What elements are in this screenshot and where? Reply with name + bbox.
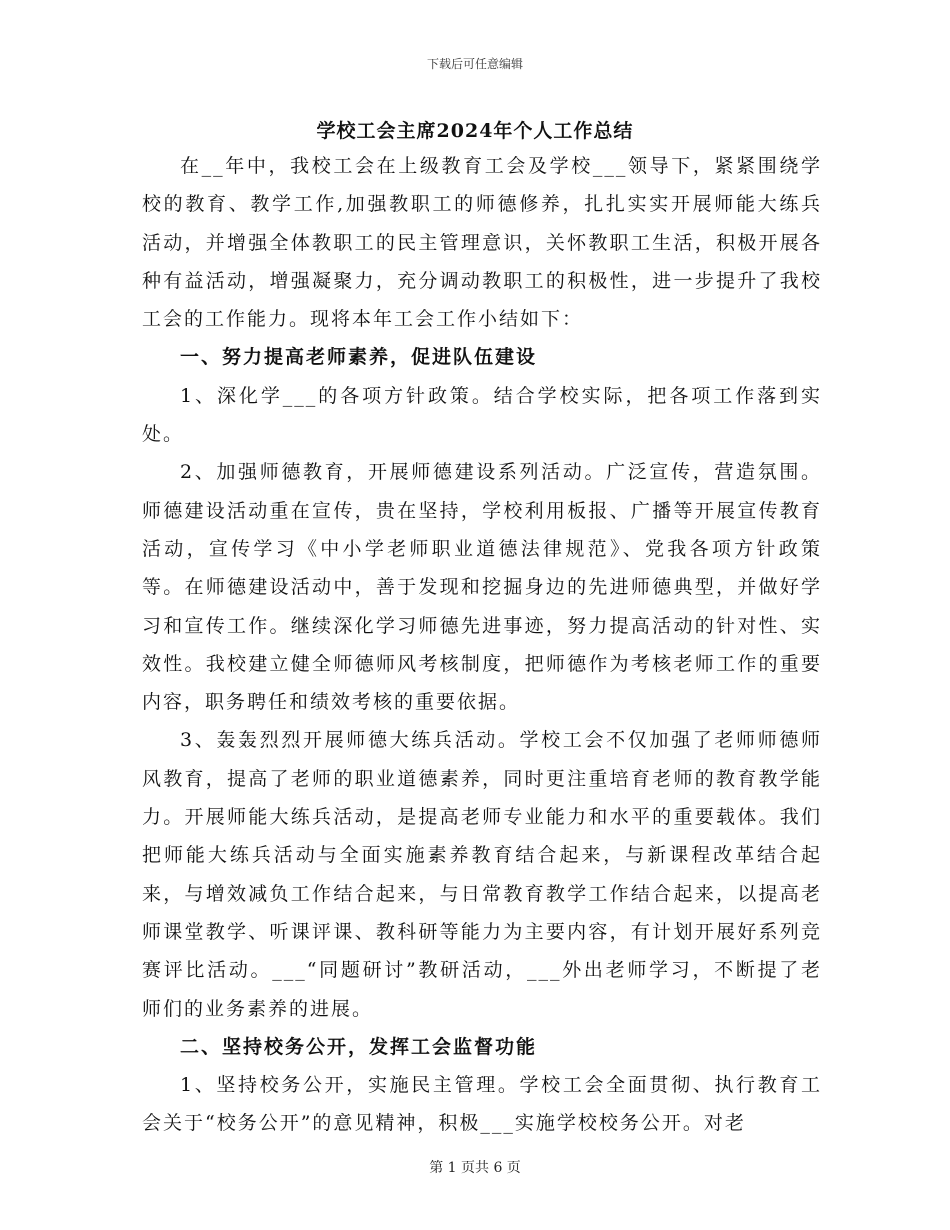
document-title: 学校工会主席2024年个人工作总结 <box>316 120 634 142</box>
section-heading-2: 二、坚持校务公开，发挥工会监督功能 <box>180 1035 538 1058</box>
paragraph-2-1: 1、坚持校务公开，实施民主管理。学校工会全面贯彻、执行教育工会关于“校务公开”的意见精神，积极___实施学校校务公开。对老 <box>142 1074 822 1135</box>
header-note: 下载后可任意编辑 <box>426 57 523 71</box>
page-footer: 第 1 页共 6 页 <box>429 1160 521 1176</box>
paragraph-1-2: 2、加强师德教育，开展师德建设系列活动。广泛宣传，营造氛围。师德建设活动重在宣传，贵在坚持，学校利用板报、广播等开展宣传教育活动，宣传学习《中小学老师职业道德法律规范》、党我各项方针政策等。在师德建设活动中，善于发现和挖掘身边的先进师德典型，并做好学习和宣传工作。继续深化学习师德先进事迹，努力提高活动的针对性、实效性。我校建立健全师德师风考核制度，把师德作为考核老师工作的重要内容，职务聘任和绩效考核的重要依据。 <box>142 461 822 714</box>
paragraph-1-3: 3、轰轰烈烈开展师德大练兵活动。学校工会不仅加强了老师师德师风教育，提高了老师的职业道德素养，同时更注重培育老师的教育教学能力。开展师能大练兵活动，是提高老师专业能力和水平的重要载体。我们把师能大练兵活动与全面实施素养教育结合起来，与新课程改革结合起来，与增效减负工作结合起来，与日常教育教学工作结合起来，以提高老师课堂教学、听课评课、教科研等能力为主要内容，有计划开展好系列竞赛评比活动。___“同题研讨”教研活动，___外出老师学习，不断提了老师们的业务素养的进展。 <box>142 729 822 1020</box>
paragraph-intro: 在__年中，我校工会在上级教育工会及学校___领导下，紧紧围绕学校的教育、教学工作,加强教职工的师德修养，扎扎实实开展师能大练兵活动，并增强全体教职工的民主管理意识，关怀教职工生活，积极开展各种有益活动，增强凝聚力，充分调动教职工的积极性，进一步提升了我校工会的工作能力。现将本年工会工作小结如下： <box>142 155 822 331</box>
section-heading-1: 一、努力提高老师素养，促进队伍建设 <box>180 346 538 369</box>
paragraph-1-1: 1、深化学___的各项方针政策。结合学校实际，把各项工作落到实处。 <box>142 384 822 446</box>
document-body <box>142 147 822 1143</box>
